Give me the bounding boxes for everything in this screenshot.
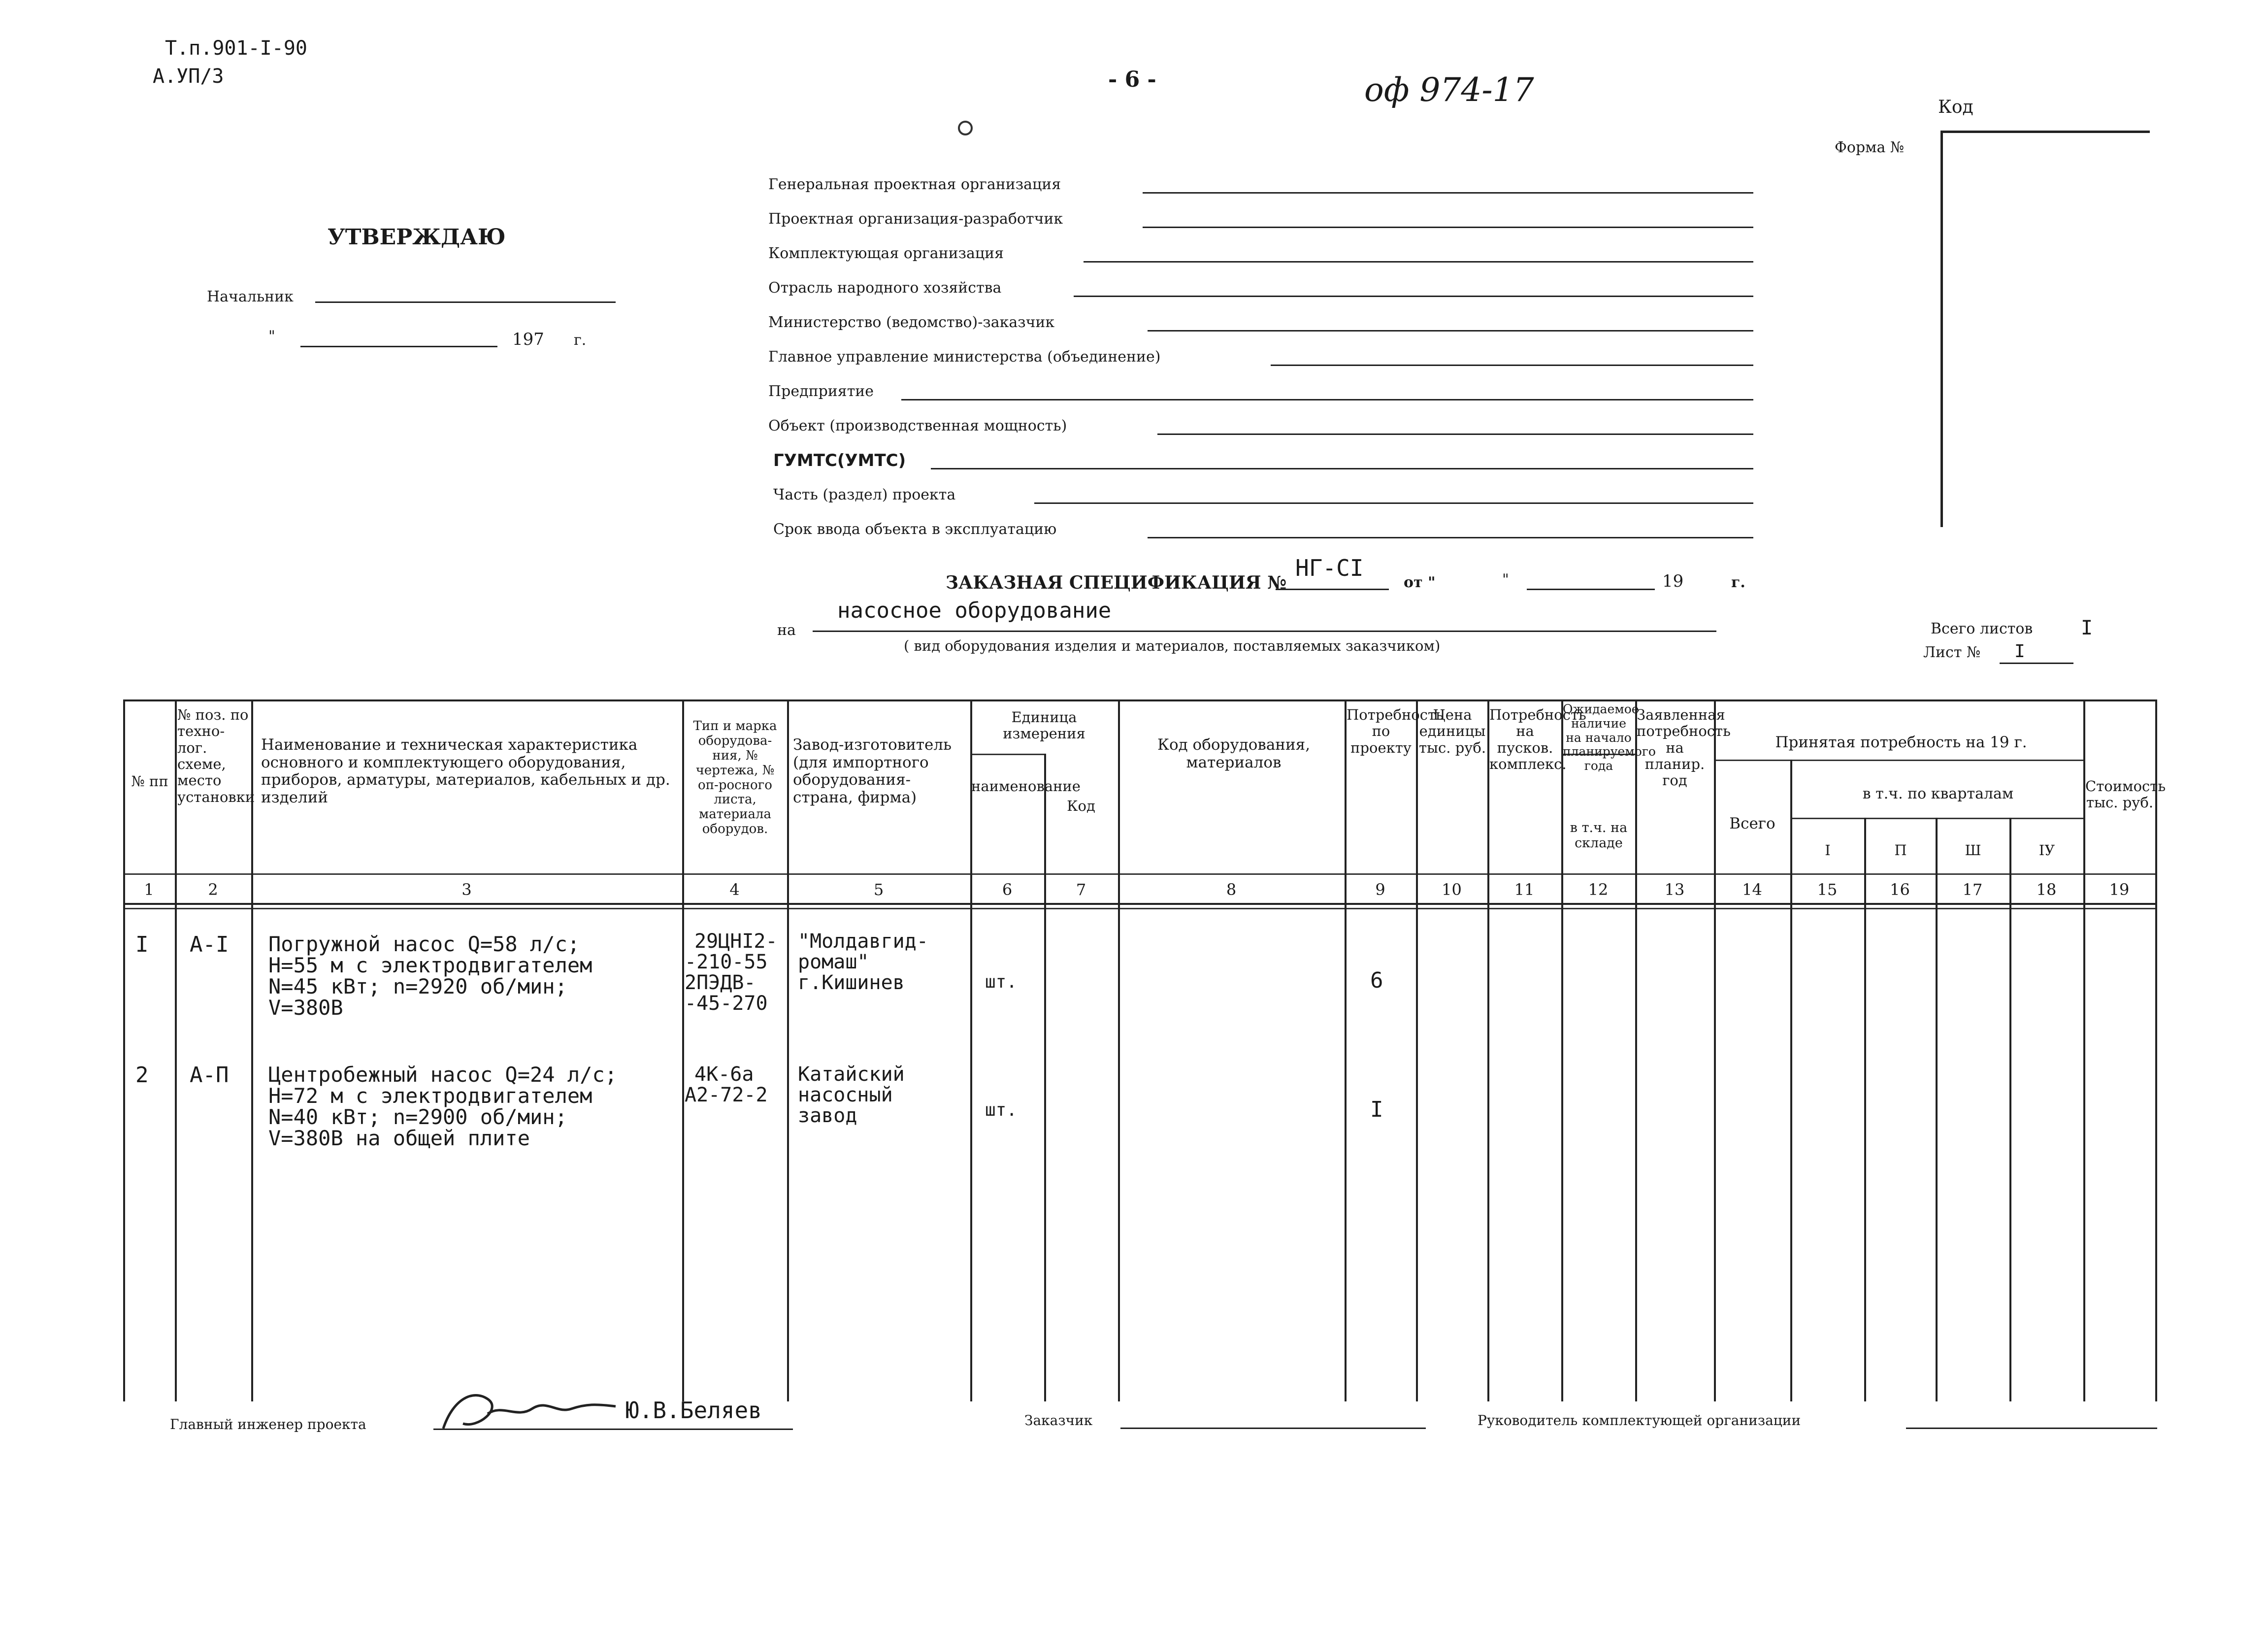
col-border	[970, 699, 972, 1401]
chief-engineer-label: Главный инженер проекта	[170, 1416, 366, 1432]
header-col13: Заявленная потребность на планир. год	[1637, 706, 1731, 789]
approve-year: 197	[512, 330, 544, 349]
col-border	[1635, 699, 1637, 1401]
approve-role: Начальник	[207, 288, 294, 305]
col-border	[123, 699, 125, 1401]
header-unit: Единица измерения	[1003, 709, 1085, 742]
header-bottom-border	[123, 873, 2157, 875]
header-col8: Код оборудования, материалов	[1157, 736, 1311, 771]
org-head-signature-line[interactable]	[1906, 1428, 2157, 1429]
row1-quantity: 6	[1370, 968, 1383, 993]
col-number: 17	[1962, 880, 1983, 899]
approve-heading: УТВЕРЖДАЮ	[328, 225, 506, 250]
customer-label: Заказчик	[1024, 1412, 1093, 1429]
org-field-main-department: Главное управление министерства (объединение)	[768, 348, 1161, 366]
chief-engineer-line	[433, 1429, 793, 1430]
header-col14: Всего	[1729, 815, 1775, 832]
col-number: 10	[1442, 880, 1462, 899]
spec-number-line	[1276, 589, 1389, 590]
header-col2: № поз. по техно-лог. схеме, место установки	[177, 706, 255, 805]
col-number: 1	[144, 880, 154, 899]
col-border	[1714, 699, 1716, 1401]
org-field-line[interactable]	[1157, 433, 1753, 435]
spec-date-quote: "	[1502, 571, 1509, 588]
org-field-line[interactable]	[1034, 502, 1753, 504]
col-border	[1561, 699, 1563, 1401]
spec-subject: насосное оборудование	[837, 598, 1112, 623]
col-border	[2155, 699, 2157, 1401]
handwritten-code: оф 974-17	[1364, 71, 1534, 109]
header-col6: наименование	[971, 778, 1081, 795]
header-quarters: в т.ч. по кварталам	[1862, 785, 2014, 802]
approve-date-line	[300, 346, 497, 347]
col-number: 8	[1226, 880, 1237, 899]
row2-name-1: Центробежный насос Q=24 л/с;	[268, 1063, 618, 1087]
approve-date-quote: "	[268, 328, 275, 345]
org-field-line[interactable]	[1148, 537, 1753, 538]
org-field-object: Объект (производственная мощность)	[768, 417, 1067, 434]
header-col4: Тип и марка оборудова-ния, № чертежа, № оп-росного листа, материала оборудов.	[693, 719, 777, 837]
row2-type-1: 4К-6а	[694, 1063, 754, 1086]
org-field-ministry: Министерство (ведомство)-заказчик	[768, 314, 1055, 331]
header-col9: Потребность по проекту	[1347, 706, 1444, 756]
org-field-commissioning: Срок ввода объекта в эксплуатацию	[773, 521, 1057, 538]
col-number: 14	[1742, 880, 1762, 899]
row2-number: 2	[135, 1063, 149, 1088]
row2-type-2: А2-72-2	[685, 1084, 768, 1106]
spec-year: 19	[1662, 571, 1684, 591]
org-field-line[interactable]	[1271, 365, 1753, 366]
header-q2: П	[1894, 842, 1907, 859]
col-number: 16	[1890, 880, 1910, 899]
col-number: 12	[1588, 880, 1609, 899]
org-field-line[interactable]	[931, 468, 1753, 469]
corner-code-box	[1940, 131, 2150, 527]
col-number: 19	[2109, 880, 2130, 899]
col-number: 6	[1002, 880, 1013, 899]
specification-table	[123, 699, 2166, 1401]
row2-quantity: I	[1370, 1097, 1383, 1122]
header-q1: I	[1825, 842, 1831, 859]
col-number: 4	[729, 880, 740, 899]
accepted-subheader-line	[1714, 760, 2083, 761]
org-field-enterprise: Предприятие	[768, 383, 874, 400]
col-numbers-double-border	[123, 908, 2157, 909]
customer-signature-line[interactable]	[1120, 1428, 1426, 1429]
sheets-total-value: I	[2081, 617, 2093, 639]
header-col12a: Ожидаемое наличие на начало планируемого года	[1563, 702, 1656, 773]
col-border	[2009, 818, 2011, 1401]
col-number: 2	[208, 880, 218, 899]
hole-mark	[958, 121, 973, 135]
row2-name-4: V=380В на общей плите	[268, 1126, 530, 1150]
col-border	[1118, 699, 1120, 1401]
sheet-number-line	[2000, 663, 2073, 664]
org-field-line[interactable]	[1074, 296, 1753, 297]
row1-maker-1: "Молдавгид-	[798, 930, 928, 953]
doc-code-line2: А.УП/3	[153, 65, 224, 88]
row1-number: I	[135, 932, 149, 957]
org-field-line[interactable]	[1143, 227, 1753, 228]
spec-date-line	[1527, 589, 1655, 590]
col-number: 3	[461, 880, 472, 899]
form-number-label: Форма №	[1835, 139, 1905, 156]
col-border	[1864, 818, 1866, 1401]
spec-subject-line	[813, 631, 1716, 632]
header-col19: Стоимость тыс. руб.	[2085, 778, 2166, 811]
col-number: 18	[2036, 880, 2057, 899]
row1-name-1: Погружной насос Q=58 л/с;	[268, 932, 580, 956]
col-numbers-bottom-border	[123, 903, 2157, 905]
header-q3: Ш	[1965, 842, 1981, 859]
row1-maker-2: ромаш"	[798, 951, 869, 973]
page-number: - 6 -	[1108, 67, 1156, 92]
org-field-gumts: ГУМТС(УМТС)	[773, 451, 906, 470]
corner-box-label: Код	[1938, 97, 1973, 117]
spec-subject-caption: ( вид оборудования изделия и материалов, поставляемых заказчиком)	[904, 637, 1441, 654]
col-number: 15	[1817, 880, 1838, 899]
row2-name-3: N=40 кВт; n=2900 об/мин;	[268, 1105, 567, 1129]
org-field-developer: Проектная организация-разработчик	[768, 210, 1063, 228]
row1-type-1: 29ЦНI2-	[694, 930, 778, 953]
col-number: 9	[1375, 880, 1385, 899]
header-col3: Наименование и техническая характеристика основного и комплектующего оборудования, приборов, арматуры, материалов, кабельных и др. изделий	[261, 736, 670, 806]
header-col1: № пп	[131, 773, 168, 790]
row1-maker-3: г.Кишинев	[798, 971, 905, 994]
org-field-project-part: Часть (раздел) проекта	[773, 486, 956, 503]
signature-mark	[433, 1384, 621, 1438]
header-accepted: Принятая потребность на 19 г.	[1775, 733, 2027, 751]
col-number: 7	[1076, 880, 1086, 899]
col-border	[1936, 818, 1938, 1401]
col-border	[175, 699, 177, 1401]
row1-name-3: N=45 кВт; n=2920 об/мин;	[268, 974, 567, 998]
row1-type-4: -45-270	[685, 992, 768, 1015]
doc-code-line1: Т.п.901-I-90	[165, 37, 307, 60]
row2-maker-3: завод	[798, 1104, 857, 1127]
col-number: 5	[873, 880, 884, 899]
org-head-label: Руководитель комплектующей организации	[1478, 1412, 1801, 1429]
spec-number: НГ-СI	[1295, 555, 1364, 581]
unit-subheader-line	[970, 754, 1044, 755]
chief-engineer-name: Ю.В.Беляев	[625, 1397, 762, 1424]
col-number: 11	[1514, 880, 1535, 899]
row1-position: А-I	[190, 932, 229, 957]
sheets-total-label: Всего листов	[1931, 620, 2033, 637]
row2-unit: шт.	[985, 1100, 1018, 1120]
col-border	[1044, 754, 1046, 1401]
org-field-completing-org: Комплектующая организация	[768, 245, 1004, 262]
row2-maker-1: Катайский	[798, 1063, 905, 1086]
org-field-line[interactable]	[1148, 330, 1753, 332]
col-number: 13	[1664, 880, 1685, 899]
approve-signature-line	[315, 301, 616, 303]
org-field-line[interactable]	[1143, 192, 1753, 194]
org-field-general-designer: Генеральная проектная организация	[768, 176, 1061, 193]
table-top-border	[123, 699, 2157, 701]
spec-title: ЗАКАЗНАЯ СПЕЦИФИКАЦИЯ №	[946, 572, 1287, 593]
header-col12b: в т.ч. на складе	[1570, 820, 1628, 851]
sheet-number-value: I	[2014, 641, 2025, 662]
spec-na-label: на	[777, 622, 796, 639]
col-border	[682, 699, 684, 1401]
row1-type-3: 2ПЭДВ-	[685, 971, 756, 994]
row2-position: А-П	[190, 1063, 229, 1088]
spec-year-suffix: г.	[1731, 574, 1745, 591]
org-field-industry: Отрасль народного хозяйства	[768, 279, 1002, 297]
col-border	[1487, 699, 1489, 1401]
header-q4: IУ	[2038, 842, 2055, 859]
col-border	[1416, 699, 1418, 1401]
org-field-line[interactable]	[1084, 261, 1753, 263]
approve-year-suffix: г.	[574, 332, 587, 349]
col-border	[787, 699, 789, 1401]
header-col5: Завод-изготовитель (для импортного оборудования-страна, фирма)	[793, 736, 952, 806]
row2-maker-2: насосный	[798, 1084, 893, 1106]
row1-name-4: V=380В	[268, 996, 343, 1020]
org-field-line[interactable]	[901, 399, 1753, 400]
header-col7: Код	[1067, 798, 1095, 814]
spec-from: от "	[1404, 574, 1436, 591]
row1-type-2: -210-55	[685, 951, 768, 973]
header-col11: Потребность на пусков. комплекс.	[1489, 706, 1586, 773]
row1-unit: шт.	[985, 972, 1018, 992]
sheet-number-label: Лист №	[1923, 644, 1981, 661]
col-border	[1345, 699, 1347, 1401]
row1-name-2: Н=55 м с электродвигателем	[268, 953, 592, 977]
row2-name-2: Н=72 м с электродвигателем	[268, 1084, 592, 1108]
header-col10: Цена единицы тыс. руб.	[1418, 706, 1486, 756]
